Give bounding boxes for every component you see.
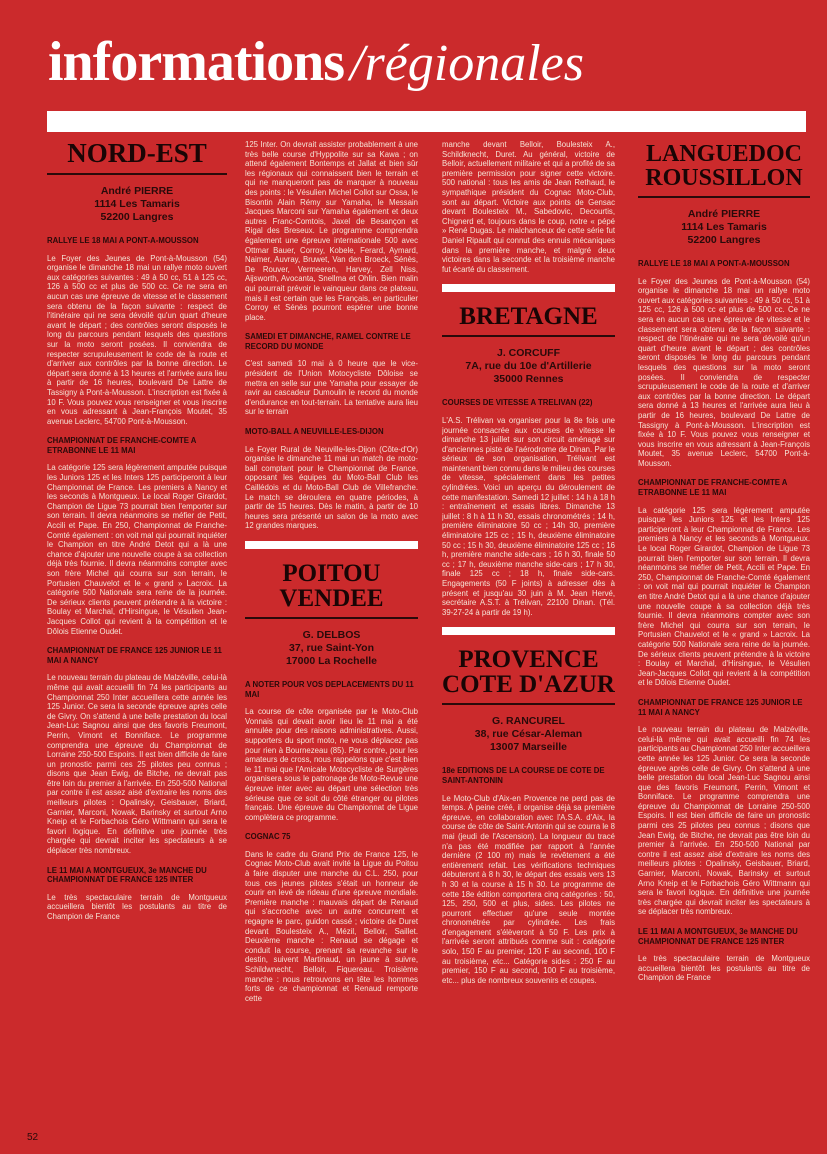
address-line: J. CORCUFF <box>497 347 560 360</box>
divider <box>47 173 227 175</box>
article-title: RALLYE LE 18 MAI A PONT-A-MOUSSON <box>47 236 199 245</box>
article-text: Le Foyer des Jeunes de Pont-à-Mousson (54) organise le dimanche 18 mai un rallye moto ouvert aux catégories suivantes : 49 à 50 cc, 51 à 125 cc, 126 à 500 cc et plus de 500 cc. Ce ne sera en aucun cas une épreuve de vitesse et le classement sera obtenu de la façon suivante : respect de l'itinéraire qui ne sera dévoilé qu'un quart d'heure avant le départ ; des contrôles seront disposés le long du parcours pendant lesquels des questions sur la moto seront posées. Il conviendra de respecter scrupuleusement le code de la route et d'arriver aux contrôles par la bonne direction. Le départ sera donné à 13 heures et l'arrivée aura lieu à partir de 16 heures, boulevard De Lattre de Tassigny à Pont-à-Mousson. L'inscription est fixée à 10 F. Vous pouvez vous renseigner et vous inscrire en vous adressant à Jean-François Moutet, 35 avenue Leclerc, 54700 Pont-à-Mousson. <box>47 253 227 426</box>
article-text: Le Foyer des Jeunes de Pont-à-Mousson (54) organise le dimanche 18 mai un rallye moto ouvert aux catégories suivantes : 49 à 50 cc, 51 à 125 cc, 126 à 500 cc et plus de 500 cc. Ce ne sera en aucun cas une épreuve de vitesse et le classement sera obtenu de la façon suivante : respect de l'itinéraire qui ne sera dévoilé qu'un quart d'heure avant le départ ; des contrôles seront disposés le long du parcours pendant lesquels des questions sur la moto seront posées. Il conviendra de respecter scrupuleusement le code de la route et d'arriver aux contrôles par la bonne direction. Le départ sera donné à 13 heures et l'arrivée aura lieu à partir de 16 heures, boulevard De Lattre de Tassigny à Pont-à-Mousson. L'inscription est fixée à 10 F. Vous pouvez vous renseigner et vous inscrire en vous adressant à Jean-François Moutet, 35 avenue Leclerc, 54700 Pont-à-Mousson. <box>638 276 810 468</box>
correspondent-address <box>442 715 615 754</box>
address-line: André PIERRE <box>100 185 174 197</box>
article-text: Dans le cadre du Grand Prix de France 125, le Cognac Moto-Club avait invité la Ligue du Poitou à faire disputer une manche du C.L. 250, pour tous ces jeunes pilotes s'était un honneur de courir en levé de rideau d'une épreuve mondiale. Première manche : mauvais départ de Renaud qui s'accroche avec un autre concurrent et regagne le parc, guidon cassé ; victoire de Duret devant Boulesteix A., Mézil, Belloir, Saillet. Deuxième manche : Renaud se dégage et conduit la course, prenant sa revanche sur le destin, suivent Martinaud, un jaune à suivre, Schildwnecht, Belloir, Fiquereau. Troisième manche : nous retrouvons en tête les hommes forts de ce championnat et Renaud remporte cette <box>245 849 418 1003</box>
article-title: A NOTER POUR VOS DEPLACEMENTS DU 11 MAI <box>245 679 414 699</box>
divider <box>442 703 615 705</box>
correspondent-address <box>638 208 810 247</box>
address-line: 7A, rue du 10e d'Artillerie <box>465 360 592 373</box>
column-poitou <box>245 140 418 1145</box>
article-text: Le Foyer Rural de Neuville-les-Dijon (Côte-d'Or) organise le dimanche 11 mai un match de moto-ball comptant pour le Championnat de France, opposant les équipes du Moto-Ball Club les Caillédois et du Moto-Ball Club de Villefranche. Le match se déroulera en quatre périodes, à partir de 15 heures. Dès le matin, à partir de 10 heures sera présenté un salon de la moto avec 12 grandes marques. <box>245 444 418 531</box>
column-bretagne-provence <box>442 140 615 1145</box>
header-title: informations <box>48 31 344 93</box>
correspondent-address <box>245 629 418 668</box>
article-title: CHAMPIONNAT DE FRANCE 125 JUNIOR LE 11 MAI A NANCY <box>47 646 222 665</box>
article-title: SAMEDI ET DIMANCHE, RAMEL CONTRE LE RECORD DU MONDE <box>245 332 411 351</box>
address-line: 52200 Langres <box>100 211 174 223</box>
correspondent-address <box>47 185 227 224</box>
address-line: 13007 Marseille <box>489 741 568 754</box>
address-line: André PIERRE <box>687 208 761 220</box>
address-line: 17000 La Rochelle <box>285 654 378 667</box>
header-subtitle: /régionales <box>350 35 584 92</box>
article-title: RALLYE LE 18 MAI A PONT-A-MOUSSON <box>638 259 790 268</box>
address-line: 35000 Rennes <box>493 373 564 386</box>
divider <box>245 617 418 619</box>
article-text: Le très spectaculaire terrain de Montgueux accueillera bientôt les postulants au titre de Champion de France <box>47 892 227 921</box>
page-header <box>48 30 788 100</box>
address-line: 37, rue Saint-Yon <box>289 641 374 654</box>
article-text: La catégorie 125 sera légèrement amputée puisque les Juniors 125 et les Inters 125 participeront à leur Championnat de France. Les premiers à Nancy et les seconds à Montgueux. Le local Roger Girardot, Champion de Ligue 73 pourrait bien l'emporter sur son terrain. Il devra néanmoins se méfier de Petit, Accili et Pape. En 250, Championnat de Franche-Comté également : on voit mal qui pourrait inquiéter le Champion en titre André Detot qui a là une chance d'ajouter une nouvelle coupe à sa collection déjà très fournie. Il devra néanmoins compter avec son frère Michel qui courra sur son terrain, le Portusien Chauvelot et le « grand » Lacroix. La catégorie 500 Nationale sera reine de la journée. De sérieux clients peuvent prétendre à la victoire : Boulay et Marchal, d'Hirsingue, le Vésulien Jean-Jacques Collot qui revient à la compétition et le Dôlois Etienne Oudet. <box>47 463 227 636</box>
article-title: COGNAC 75 <box>245 832 291 842</box>
divider <box>442 335 615 337</box>
address-line: 1114 Les Tamaris <box>94 198 180 210</box>
article-text: Le nouveau terrain du plateau de Malzéville, celui-là même qui avait accueilli fin 74 les participants au Championnat 250 Inter accueillera cette année les 125 Junior. Ce sera la seconde épreuve après celle de Givry. On s'attend à une belle prestation du local Jean-Luc Sagnou ainsi que des favoris Freumont, Perrin, Vimont et Bonniface. Le programme comprendra une épreuve du Championnat de Lorraine 250-500 Espoirs. Il est bien difficile de faire un pronostic parmi ces 25 pilotes peu connus ; disons que Jean Ewig, de Bitche, ne devrait pas être loin du premier à l'arrivée. En 250-500 National par contre il est assez aisé d'extraire les noms des meilleurs pilotes : Opalinsky, Geisbauer, Briard, Garnier, Marconi, Nowak, Barinsky et surtout Arno Kneip et le Forbachois Géro Wittmann qui sera le favori logique. En définitive une journée très chargée qui devrait inciter les spectateurs à se déplacer très nombreux. <box>638 725 810 917</box>
region-heading: POITOU VENDEE <box>279 559 384 612</box>
article-text: La course de côte organisée par le Moto-Club Vonnais qui devait avoir lieu le 11 mai a été annulée pour des raisons administratives. Aussi, supporters du sport moto, ne vous déplacez pas pour rien à Bournezeau (85). Par contre, pour les amateurs de cross, nous rappelons que c'est bien le 11 mai que l'Amicale Motocycliste de Surgères organisera sous le patronage de Moto-Revue une épreuve inter avec au départ une sélection très sérieuse que ce soit du côté étranger ou pilotes français. Une épreuve du Championnat de Ligue complètera ce programme. <box>245 707 418 822</box>
region-heading: BRETAGNE <box>459 303 598 331</box>
article-title: CHAMPIONNAT DE FRANCHE-COMTE A ETRABONNE LE 11 MAI <box>47 436 197 455</box>
article-text: L'A.S. Trélivan va organiser pour la 8e fois une journée consacrée aux courses de vitesse le dimanche 13 juillet sur son circuit aménagé sur d'anciennes piste de l'aérodrome de Dinan. Par le sérieux de son organisation, Trélivant est maintenant bien connu dans le milieu des courses de vitesse, spécialement dans les petites cylindrées. Voici un aperçu du déroulement de cette manifestation. Samedi 12 juillet : 14 h à 18 h : entraînement et essais libres. Dimanche 13 juillet : 8 h à 11 h 30, essais chronométrés ; 14 h, première éliminatoire 50 cc ; 14h 30, première éliminatoire 125 cc ; 15 h, deuxième éliminatoire 50 cc ; 15 h 30, deuxième éliminatoire 125 cc ; 16 h, première manche side-cars ; 16 h 30, finale 50 cc ; 17 h, deuxième manche side-cars ; 17 h 30, finale 125 cc ; 18 h, finale side-cars. Engagements (50 F joints) à adresser dès à présent et jusqu'au 30 juin à M. Jean Hervé, secrétaire A.S.T. à Trélivan, 22100 Dinan. (Tél. 39-27-24 à partir de 19 h). <box>442 415 615 617</box>
section-bar <box>245 541 418 549</box>
region-heading: PROVENCE COTE D'AZUR <box>442 646 615 699</box>
address-line: G. DELBOS <box>302 628 361 641</box>
address-line: 1114 Les Tamaris <box>681 221 767 233</box>
article-title: CHAMPIONNAT DE FRANCE 125 JUNIOR LE 11 MAI A NANCY <box>638 697 803 717</box>
section-bar <box>442 284 615 292</box>
region-heading: NORD-EST <box>67 140 207 168</box>
article-text: manche devant Belloir, Boulesteix A., Schildknecht, Duret. Au général, victoire de Belloir, actuellement militaire et qui a profité de sa première permission pour signer cette victoire. 500 national : tous les amis de Jean Rethaud, le sympathique président du Cognac Moto-Club, sont au départ. Victoire aux points de Gensac devant Boulesteix M., Sabedovic, Decourtis, Chignerd et, toujours dans le coup, notre « pépé » René Dugas. Le malchanceux de cette série fut Daniel Ripault qui connut des ennuis mécaniques dans la première manche, et malgré deux victoires dans la seconde et la troisième manche fut écarté du classement. <box>442 140 615 274</box>
article-text: Le très spectaculaire terrain de Montgueux accueillera bientôt les postulants au titre de Champion de France <box>638 954 810 983</box>
article-text: 125 Inter. On devrait assister probablement à une très belle course d'Hyppolite sur sa Kawa ; on attend également Bontemps et Jallat et bien sûr les régionaux qui connaissent bien le terrain et qui ne manqueront pas de marquer à nouveau des points : le Vésulien Michel Collot sur Ossa, le Bisontin Alain Rémy sur Yamaha, le Messain Jacques Marconi sur Yamaha également et deux autres Franc-Comtois, Jaxel de Besançon et Rigal des Breseux. Le programme comprendra également une épreuve internationale 500 avec Ottmar Bauer, Corroy, Kobele, Ferard, Aymard, Naimer, Auvray, Bruwet, Van den Broeck, Sénès, De Rouver, Vermeeren, Harvey, Zell Niss, Aijsworth, Avocanta, Snellma et Ohlin. Bien malin qui pourrait prévoir le vainqueur dans ce plateau, mais il est certain que les Français, en particulier Corroy et Sénès pourront espérer une bonne place. <box>245 140 418 322</box>
correspondent-address <box>442 347 615 386</box>
address-line: 38, rue César-Aleman <box>474 728 583 741</box>
page-number: 52 <box>27 1132 39 1143</box>
column-languedoc <box>638 140 810 1145</box>
article-text: Le Moto-Club d'Aix-en Provence ne perd pas de temps. À peine créé, il organise déjà sa première épreuve, en collaboration avec l'A.S.A. d'Aix, la course de côte de Saint-Antonin qui se courra le 8 mai (jeudi de l'Ascension). La longueur du tracé n'a pas été modifiée par rapport à l'année dernière (2 100 m) mais le revêtement a été entièrement refait. Les vérifications techniques débuteront à 8 h 30, le départ des essais vers 13 h 30 et la course à 15 h 30. Le programme de cette 18e édition comportera cinq catégories : 50, 125, 250, 500 et plus, sides. Les pilotes ne pourront effectuer qu'une seule montée chronométrée par cylindrée. Les frais d'engagement s'élèveront à 50 F. Les prix à l'arrivée seront attribués comme suit : catégorie solo, 150 F au premier, 120 F au second, 100 F au troisième, etc... Catégorie sides : 250 F au premier, 150 F au second, 100 F au troisième, etc... plus de nombreux souvenirs et coupes. <box>442 793 615 985</box>
column-nord-est <box>47 140 227 1145</box>
article-title: MOTO-BALL A NEUVILLE-LES-DIJON <box>245 427 384 437</box>
address-line: G. RANCUREL <box>492 715 565 728</box>
section-bar <box>442 627 615 635</box>
article-text: Le nouveau terrain du plateau de Malzéville, celui-là même qui avait accueilli fin 74 les participants au Championnat 250 Inter accueillera cette année les 125 Junior. Ce sera la seconde épreuve après celle de Givry. On s'attend à une belle prestation du local Jean-Luc Sagnou ainsi que des favoris Freumont, Perrin, Vimont et Bonniface. Le programme comprendra une épreuve du Championnat de Lorraine 250-500 Espoirs. Il est bien difficile de faire un pronostic parmi ces 25 pilotes peu connus ; disons que Jean Ewig, de Bitche, ne devrait pas être loin du premier à l'arrivée. En 250-500 National par contre il est assez aisé d'extraire les noms des meilleurs pilotes : Opalinsky, Geisbauer, Briard, Garnier, Marconi, Nowak, Barinsky et surtout Arno Kneip et le Forbachois Géro Wittmann qui sera le favori logique. En définitive une journée très chargée qui devrait inciter les spectateurs à se déplacer très nombreux. <box>47 673 227 856</box>
article-title: LE 11 MAI A MONTGUEUX, 3e MANCHE DU CHAMPIONNAT DE FRANCE 125 INTER <box>638 927 798 946</box>
article-title: 18e EDITIONS DE LA COURSE DE COTE DE SAINT-ANTONIN <box>442 766 605 785</box>
header-bar <box>47 111 806 132</box>
article-title: CHAMPIONNAT DE FRANCHE-COMTE A ETRABONNE LE 11 MAI <box>638 478 788 498</box>
divider <box>638 196 810 198</box>
article-title: COURSES DE VITESSE A TRELIVAN (22) <box>442 398 593 408</box>
address-line: 52200 Langres <box>687 234 761 246</box>
article-text: La catégorie 125 sera légèrement amputée puisque les Juniors 125 et les Inters 125 participeront à leur Championnat de France. Les premiers à Nancy et les seconds à Montgueux. Le local Roger Girardot, Champion de Ligue 73 pourrait bien l'emporter sur son terrain. Il devra néanmoins se méfier de Petit, Accili et Pape. En 250, Championnat de Franche-Comté également : on voit mal qui pourrait inquiéter le Champion en titre André Detot qui a là une chance d'ajouter une nouvelle coupe à sa collection déjà très fournie. Il devra néanmoins compter avec son frère Michel qui courra sur son terrain, le Portusien Chauvelot et le « grand » Lacroix. La catégorie 500 Nationale sera reine de la journée. De sérieux clients peuvent prétendre à la victoire : Boulay et Marchal, d'Hirsingue, le Vésulien Jean-Jacques Collot qui revient à la compétition et le Dôlois Etienne Oudet. <box>638 505 810 688</box>
article-text: C'est samedi 10 mai à 0 heure que le vice-président de l'Union Motocycliste Dôloise se mettra en selle sur une Yamaha pour essayer de ravir au cascadeur Dumoulin le record du monde d'endurance en tout-terrain. La tentative aura lieu sur le terrain <box>245 359 418 417</box>
article-title: LE 11 MAI A MONTGUEUX, 3e MANCHE DU CHAMPIONNAT DE FRANCE 125 INTER <box>47 865 207 885</box>
region-heading: LANGUEDOC ROUSSILLON <box>645 141 803 191</box>
